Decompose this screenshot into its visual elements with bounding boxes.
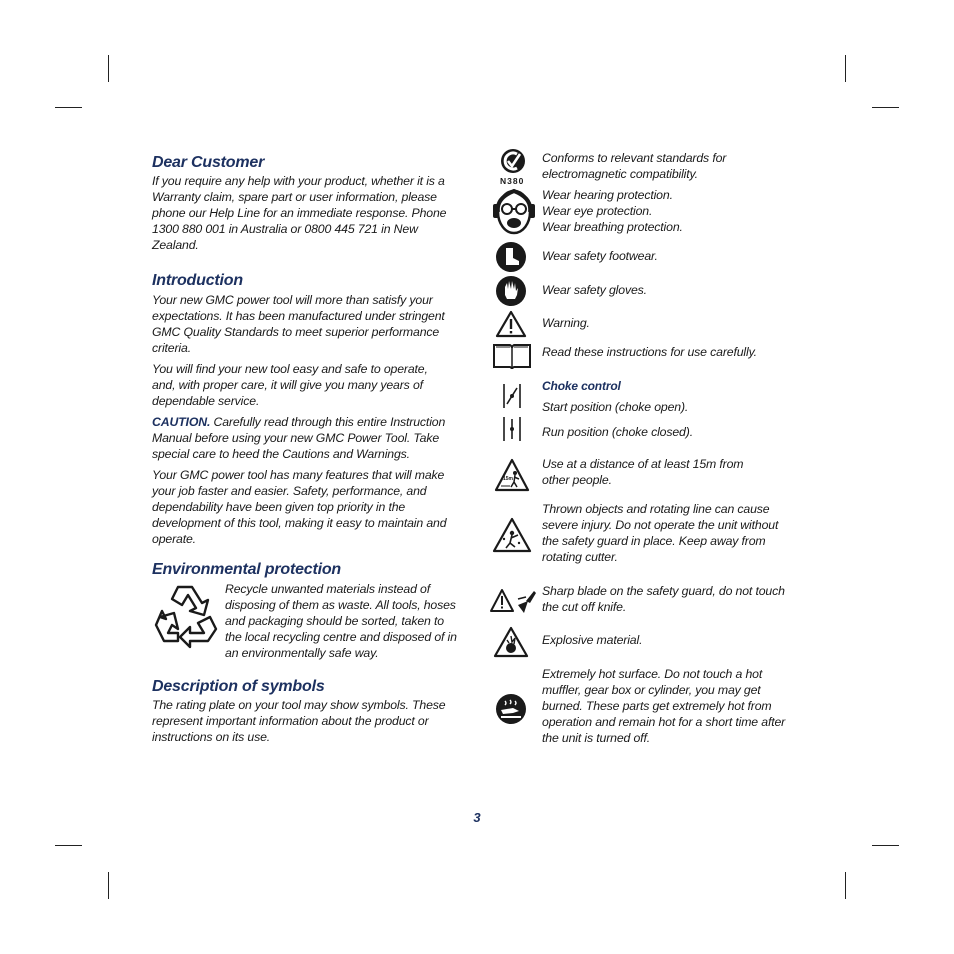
environmental-heading: Environmental protection (152, 561, 341, 578)
introduction-caution (152, 414, 452, 462)
crop-mark (55, 107, 82, 108)
choke-open-icon (502, 383, 522, 414)
explosive-text: Explosive material. (542, 633, 643, 647)
sharp-blade-text: Sharp blade on the safety guard, do not touch the cut off knife. (542, 584, 785, 614)
choke-open-text: Start position (choke open). (542, 400, 689, 414)
warning-triangle-icon (495, 310, 527, 343)
sharp-blade-icon (490, 587, 538, 620)
safety-boot-icon (495, 241, 527, 278)
symbols-column (494, 148, 814, 758)
crop-mark (845, 55, 846, 82)
crop-mark (845, 872, 846, 899)
thrown-objects-icon (492, 517, 532, 558)
description-heading: Description of symbols (152, 678, 325, 695)
n380-badge: N380 (500, 176, 525, 186)
ppe-text-3: Wear breathing protection. (542, 220, 683, 234)
open-book-icon (492, 341, 532, 376)
environmental-body: Recycle unwanted materials instead of disposing of them as waste. All tools, hoses and packaging should be sorted, taken to the local recycling centre and disposed of in an environmentally safe way. (225, 582, 457, 660)
read-manual-text: Read these instructions for use carefully. (542, 345, 757, 359)
choke-control-title: Choke control (542, 379, 621, 393)
left-column (152, 153, 457, 745)
dear-customer-body: If you require any help with your product, whether it is a Warranty claim, spare part or user information, please phone our Help Line for an immediate response. Phone 1300 880 001 in Australia or 0800 445 721 in New Zealand. (152, 174, 447, 252)
introduction-heading: Introduction (152, 272, 243, 289)
description-body: The rating plate on your tool may show symbols. These represent important information about the product or instructions on its use. (152, 698, 446, 744)
footwear-text: Wear safety footwear. (542, 249, 658, 263)
caution-text: Carefully read through this entire Instruction Manual before using your new GMC Power Tool. Take special care to heed the Cautions and Warnings. (152, 415, 446, 461)
environmental-block (152, 581, 457, 667)
crop-mark (872, 845, 899, 846)
introduction-p1: Your new GMC power tool will more than satisfy your expectations. It has been manufactured under stringent GMC Quality Standards to meet superior performance criteria. (152, 293, 445, 355)
hot-surface-text: Extremely hot surface. Do not touch a hot muffler, gear box or cylinder, you may get burned. These parts get extremely hot from operation and remain hot for a short time after the unit is turned off. (542, 667, 786, 745)
choke-closed-text: Run position (choke closed). (542, 425, 693, 439)
recycle-icon (152, 581, 220, 654)
thrown-objects-text: Thrown objects and rotating line can cause severe injury. Do not operate the unit without the safety guard in place. Keep away from rotating cutter. (542, 502, 779, 564)
introduction-p4: Your GMC power tool has many features that will make your job faster and easier. Safety, performance, and dependability have been given top priority in the development of this tool, making it easy to maintain and operate. (152, 468, 447, 546)
gloves-text: Wear safety gloves. (542, 283, 647, 297)
distance-badge: 15m (503, 476, 514, 482)
ppe-head-icon (492, 188, 536, 241)
crop-mark (872, 107, 899, 108)
warning-text: Warning. (542, 316, 590, 330)
c-tick-text: Conforms to relevant standards for electromagnetic compatibility. (542, 151, 727, 181)
crop-mark (108, 55, 109, 82)
page-number: 3 (473, 810, 481, 825)
explosive-icon (493, 626, 529, 663)
caution-label: CAUTION. (152, 415, 211, 429)
ppe-text-1: Wear hearing protection. (542, 188, 673, 202)
distance-text: Use at a distance of at least 15m from other people. (542, 457, 744, 487)
hot-surface-icon (495, 693, 527, 730)
crop-mark (108, 872, 109, 899)
dear-customer-heading: Dear Customer (152, 154, 265, 171)
safety-glove-icon (495, 275, 527, 312)
ppe-text-2: Wear eye protection. (542, 204, 653, 218)
crop-mark (55, 845, 82, 846)
introduction-p2: You will find your new tool easy and safe to operate, and, with proper care, it will give you many years of dependable service. (152, 362, 428, 408)
c-tick-icon (496, 148, 530, 193)
choke-closed-icon (502, 416, 522, 447)
